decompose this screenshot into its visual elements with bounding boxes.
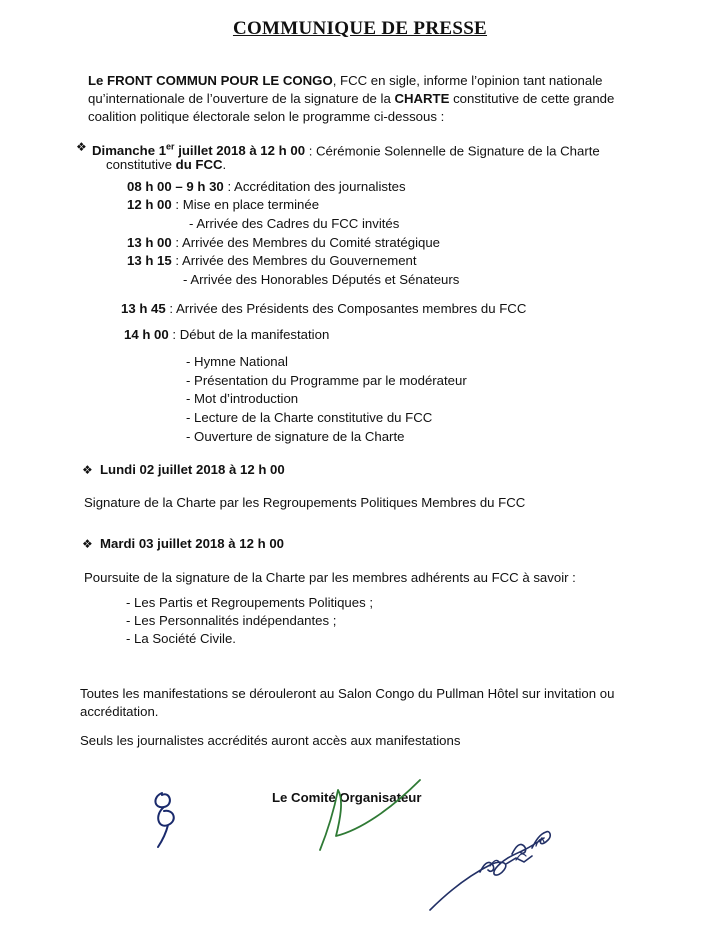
signature-initials-icon <box>140 785 200 855</box>
schedule-row <box>124 326 329 344</box>
day1-line2-bold: du FCC <box>175 157 223 172</box>
intro-org-name: Le FRONT COMMUN POUR LE CONGO <box>88 73 333 88</box>
day3-item: - Les Partis et Regroupements Politiques ; <box>126 595 374 610</box>
schedule-desc: : Accréditation des journalistes <box>223 179 406 194</box>
day3-heading: Mardi 03 juillet 2018 à 12 h 00 <box>100 536 284 551</box>
intro-charte: CHARTE <box>394 91 450 106</box>
schedule-desc: : Arrivée des Membres du Comité stratégique <box>171 235 440 250</box>
program-item: - Présentation du Programme par le modérateur <box>186 373 467 388</box>
schedule-time: 12 h 00 <box>127 197 172 212</box>
program-item: - Ouverture de signature de la Charte <box>186 429 405 444</box>
day1-line2-pre: constitutive <box>106 157 176 172</box>
schedule-time: 08 h 00 – 9 h 30 <box>127 179 224 194</box>
bullet-diamond-icon: ❖ <box>76 140 87 154</box>
signature-scribble-icon <box>420 820 570 920</box>
page-title: COMMUNIQUE DE PRESSE <box>232 18 488 39</box>
schedule-row <box>121 300 526 318</box>
program-item: - Hymne National <box>186 354 288 369</box>
intro-line-1 <box>88 72 602 90</box>
schedule-row <box>127 234 440 252</box>
day1-date-post: juillet 2018 à 12 h 00 <box>174 143 306 159</box>
day2-text: Signature de la Charte par les Regroupements Politiques Membres du FCC <box>84 495 526 510</box>
day2-heading: Lundi 02 juillet 2018 à 12 h 00 <box>100 462 285 477</box>
schedule-time: 13 h 00 <box>127 235 172 250</box>
day3-item: - Les Personnalités indépendantes ; <box>126 613 337 628</box>
bullet-diamond-icon: ❖ <box>82 537 93 551</box>
program-item: - Mot d’introduction <box>186 391 299 406</box>
day1-line2-post: . <box>222 157 227 172</box>
closing-line-2: accréditation. <box>80 704 159 719</box>
schedule-time: 13 h 45 <box>121 301 166 316</box>
intro-line-2 <box>88 90 614 108</box>
intro-line-3: coalition politique électorale selon le programme ci-dessous : <box>88 109 445 124</box>
schedule-desc: : Début de la manifestation <box>168 327 330 342</box>
schedule-row <box>127 196 319 214</box>
closing-line-3: Seuls les journalistes accrédités auront accès aux manifestations <box>80 733 461 748</box>
schedule-desc: : Arrivée des Membres du Gouvernement <box>171 253 417 268</box>
schedule-desc: : Arrivée des Présidents des Composantes membres du FCC <box>165 301 527 316</box>
schedule-subitem: - Arrivée des Honorables Députés et Sénateurs <box>183 272 460 287</box>
schedule-time: 13 h 15 <box>127 253 172 268</box>
bullet-diamond-icon: ❖ <box>82 463 93 477</box>
intro-line-2-pre: qu’internationale de l’ouverture de la signature de la <box>88 91 395 106</box>
signature-label: Le Comité Organisateur <box>272 790 422 805</box>
program-item: - Lecture de la Charte constitutive du FCC <box>186 410 433 425</box>
schedule-row <box>127 252 417 270</box>
schedule-time: 14 h 00 <box>124 327 169 342</box>
intro-line-1-rest: , FCC en sigle, informe l’opinion tant nationale <box>332 73 603 88</box>
closing-line-1: Toutes les manifestations se dérouleront au Salon Congo du Pullman Hôtel sur invitation ou <box>80 686 615 701</box>
day1-date-sup: er <box>166 142 175 152</box>
signature-green-stroke-icon <box>300 770 440 860</box>
day1-date-pre: Dimanche 1 <box>92 143 167 159</box>
day1-heading-line-2 <box>106 156 226 174</box>
schedule-subitem: - Arrivée des Cadres du FCC invités <box>189 216 400 231</box>
schedule-desc: : Mise en place terminée <box>171 197 320 212</box>
day1-heading-rest: : Cérémonie Solennelle de Signature de la Charte <box>305 143 600 159</box>
schedule-row <box>127 178 406 196</box>
intro-line-2-post: constitutive de cette grande <box>449 91 615 106</box>
day3-text: Poursuite de la signature de la Charte par les membres adhérents au FCC à savoir : <box>84 570 576 585</box>
day3-item: - La Société Civile. <box>126 631 236 646</box>
